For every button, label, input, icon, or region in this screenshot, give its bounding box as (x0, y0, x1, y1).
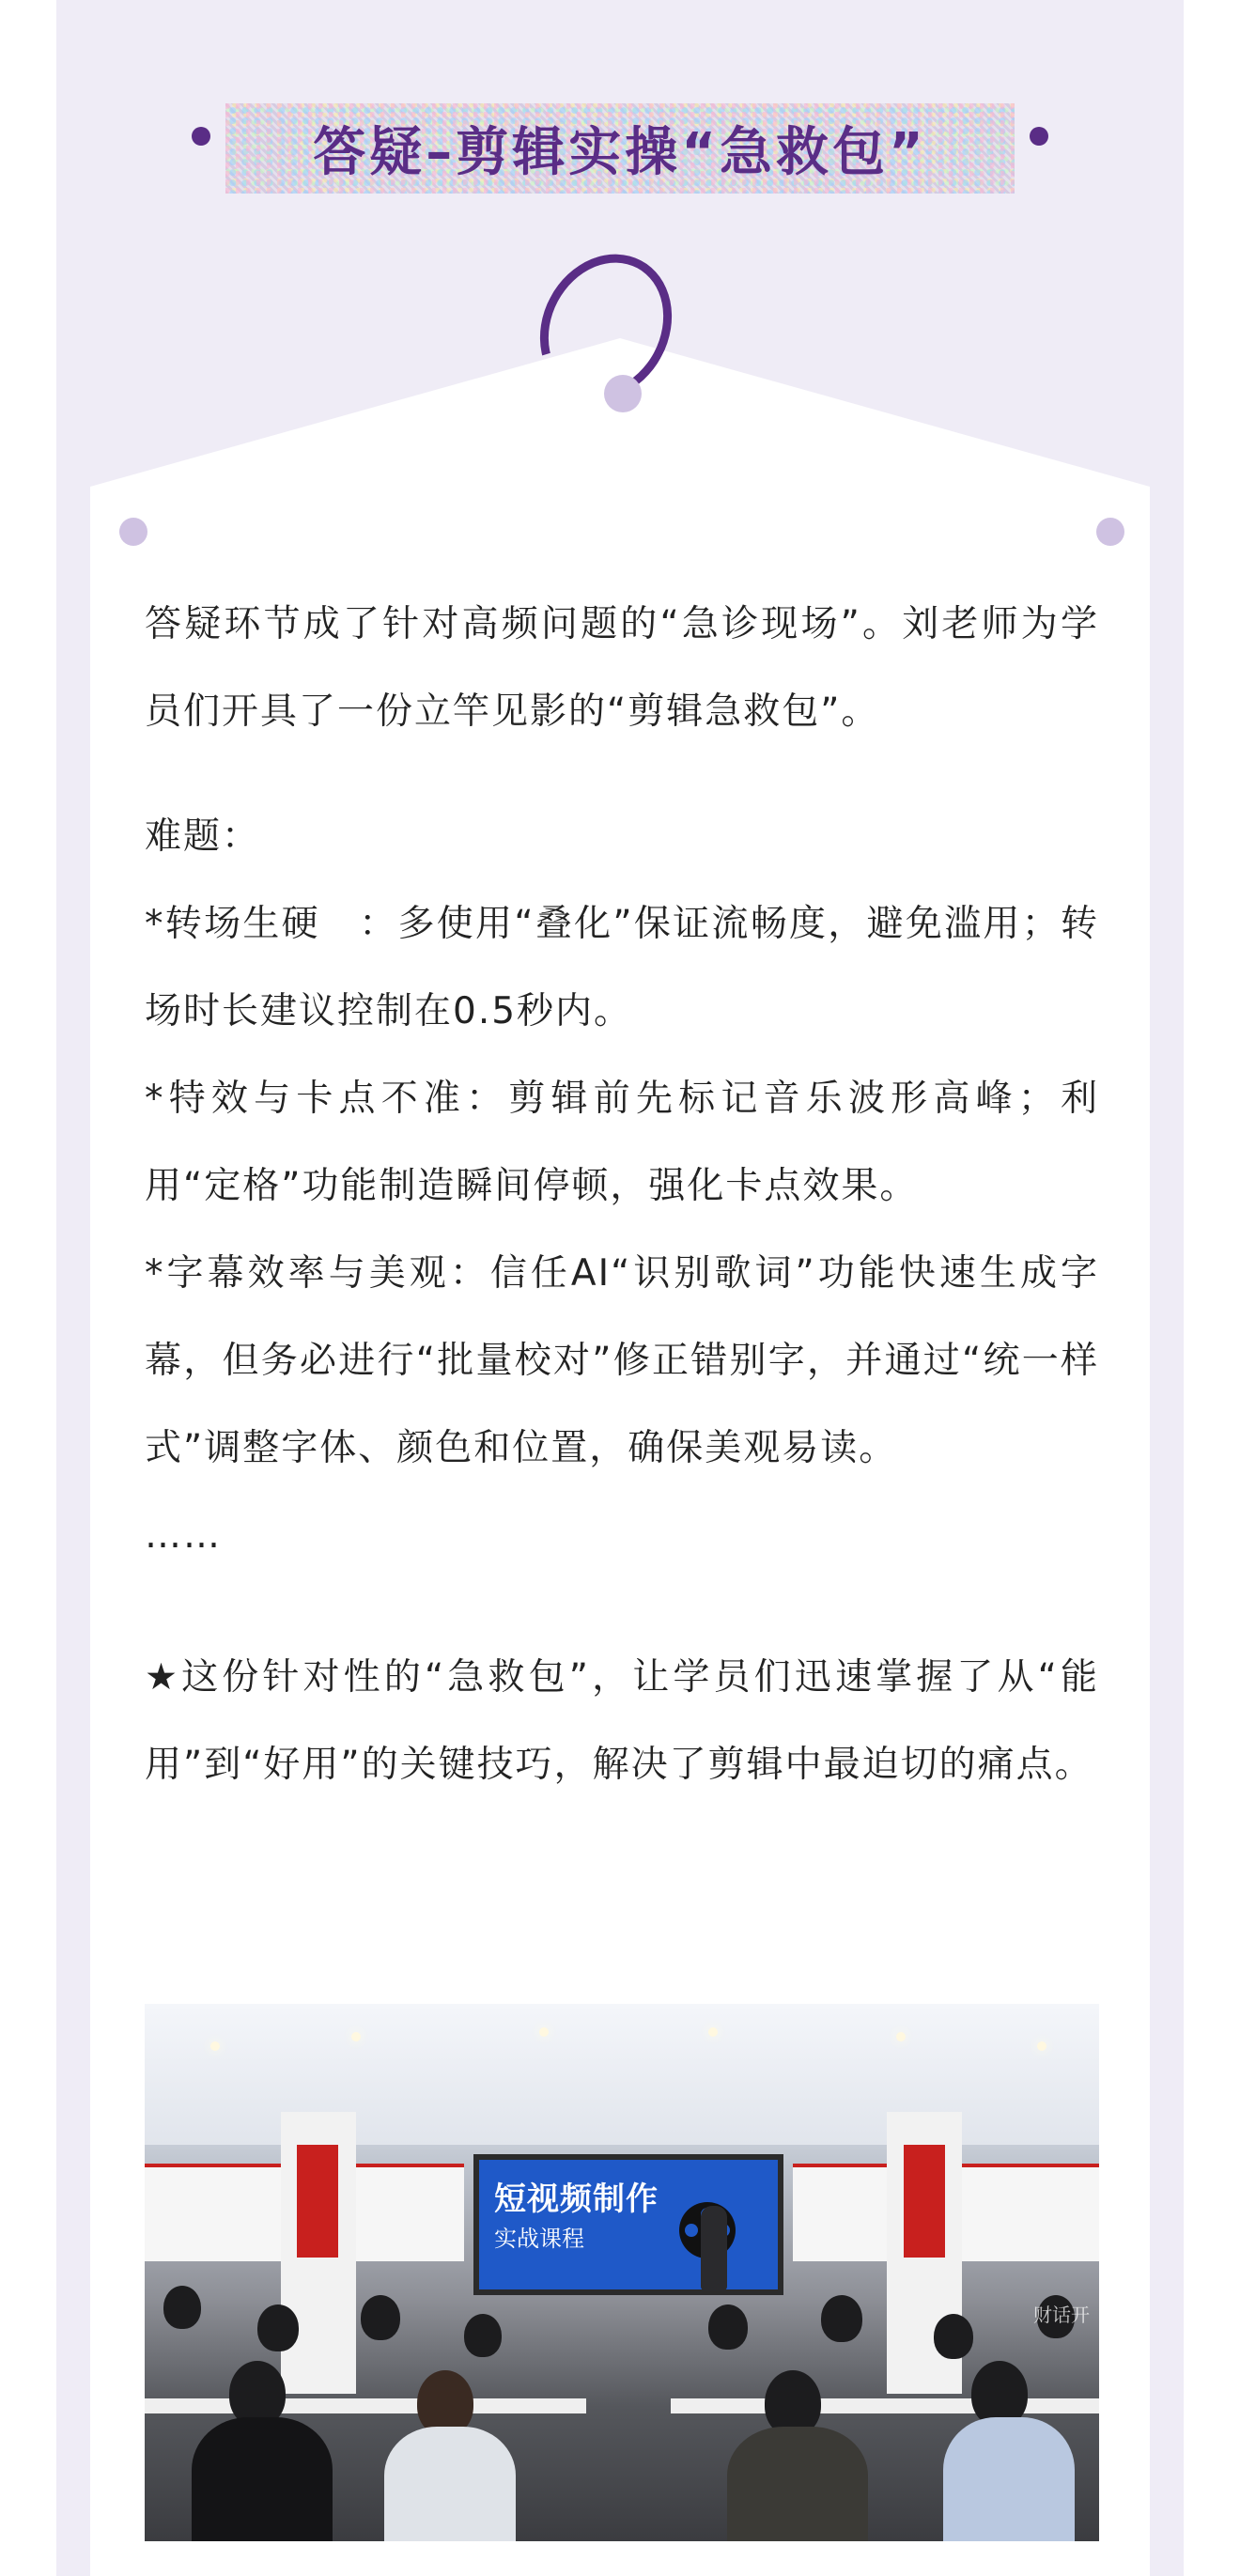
audience-body (943, 2417, 1075, 2541)
intro-paragraph: 答疑环节成了针对高频问题的“急诊现场”。刘老师为学员们开具了一份立竿见影的“剪辑急救包”。 (145, 603, 1099, 733)
ceiling-lamp (539, 2027, 549, 2037)
audience-head (257, 2304, 299, 2351)
desk (671, 2398, 1099, 2413)
wall-panel (351, 2164, 464, 2261)
wall-panel (962, 2164, 1099, 2261)
ceiling-lamp (210, 2041, 220, 2051)
title-left-dot (192, 127, 210, 146)
audience-head (163, 2286, 201, 2329)
wall-panel (145, 2164, 295, 2261)
problem-item: *特效与卡点不准：剪辑前先标记音乐波形高峰；利用“定格”功能制造瞬间停顿，强化卡点效果。 (145, 1078, 1099, 1207)
audience-head (934, 2314, 973, 2359)
card-pin-left (119, 518, 147, 546)
page-title: 答疑–剪辑实操“急救包” (313, 122, 927, 183)
ceiling-lamp (708, 2027, 718, 2037)
presenter (701, 2206, 727, 2290)
desk (145, 2398, 586, 2413)
red-banner (297, 2145, 338, 2258)
title-banner (225, 103, 1015, 194)
article-body (145, 581, 1099, 1808)
ceiling-lamp (351, 2032, 361, 2041)
audience-body (192, 2417, 333, 2541)
projection-screen (473, 2154, 783, 2295)
problem-item: *字幕效率与美观：信任AI“识别歌词”功能快速生成字幕，但务必进行“批量校对”修正错别字，并通过“统一样式”调整字体、颜色和位置，确保美观易读。 (145, 1252, 1099, 1469)
title-right-dot (1030, 127, 1048, 146)
audience-body (384, 2427, 516, 2541)
photo-watermark: 财话开 (1033, 2304, 1090, 2326)
audience-head (708, 2304, 748, 2350)
card-pin-right (1096, 518, 1124, 546)
red-banner (904, 2145, 945, 2258)
audience-head (821, 2295, 862, 2342)
screen-subtitle: 实战课程 (494, 2226, 584, 2252)
ring-pin (604, 375, 642, 412)
audience-head (464, 2314, 502, 2357)
ceiling-lamp (896, 2032, 906, 2041)
classroom-photo (145, 2004, 1099, 2541)
audience-head (361, 2295, 400, 2340)
audience-body (727, 2427, 868, 2541)
problems-heading: 难题： (145, 815, 261, 858)
ceiling-lamp (1037, 2041, 1046, 2051)
problem-item: *转场生硬 ：多使用“叠化”保证流畅度，避免滥用；转场时长建议控制在0.5秒内。 (145, 903, 1099, 1032)
screen-title: 短视频制作 (494, 2180, 659, 2218)
ellipsis: …… (145, 1514, 222, 1557)
summary-paragraph: ★这份针对性的“急救包”，让学员们迅速掌握了从“能用”到“好用”的关键技巧，解决了剪辑中最迫切的痛点。 (145, 1656, 1099, 1786)
